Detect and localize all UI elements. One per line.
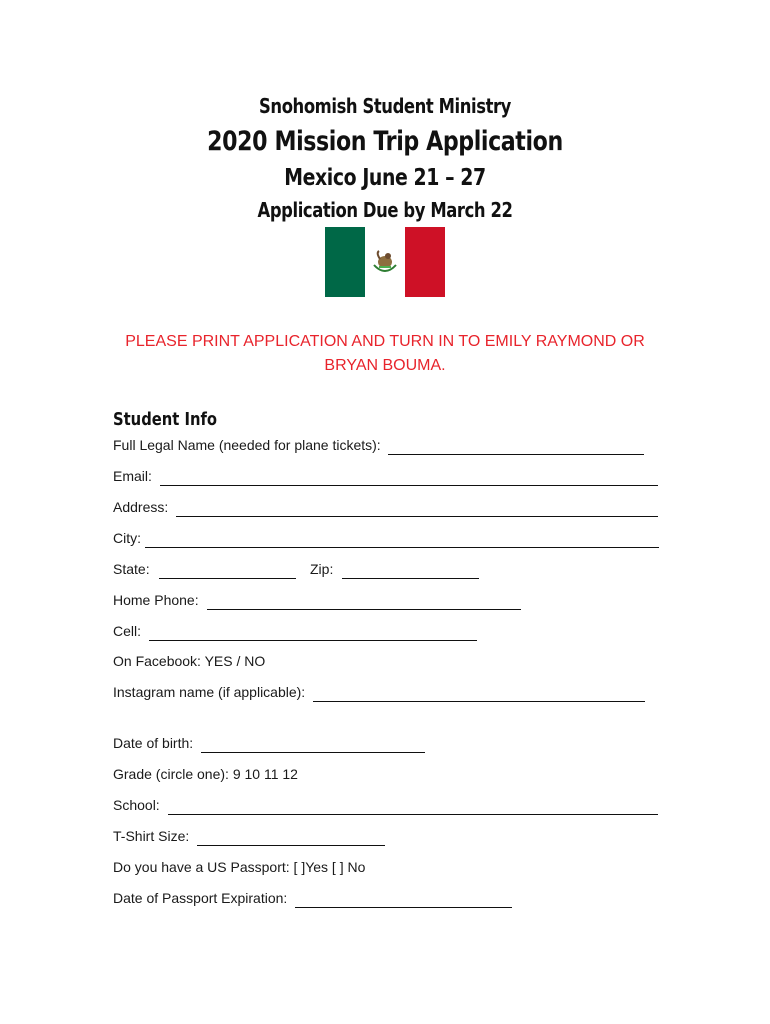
dob-field[interactable] xyxy=(113,733,425,753)
city-line[interactable] xyxy=(145,531,659,548)
facebook-label: On Facebook: YES / NO xyxy=(113,653,266,669)
state-line[interactable] xyxy=(159,562,296,579)
facebook-field[interactable] xyxy=(113,651,265,671)
dob-label: Date of birth: xyxy=(113,735,194,751)
passport-expiration-label: Date of Passport Expiration: xyxy=(113,890,288,906)
email-line[interactable] xyxy=(160,469,658,486)
school-field[interactable] xyxy=(113,795,658,815)
cell-label: Cell: xyxy=(113,623,142,639)
grade-label: Grade (circle one): 9 10 11 12 xyxy=(113,766,298,782)
print-notice: PLEASE PRINT APPLICATION AND TURN IN TO EMILY RAYMOND OR BRYAN BOUMA. xyxy=(125,333,645,374)
instagram-line[interactable] xyxy=(313,685,645,702)
passport-label: Do you have a US Passport: [ ]Yes [ ] No xyxy=(113,859,366,875)
school-line[interactable] xyxy=(168,798,658,815)
state-field[interactable] xyxy=(113,559,296,579)
passport-field[interactable] xyxy=(113,857,365,877)
tshirt-field[interactable] xyxy=(113,826,385,846)
state-label: State: xyxy=(113,561,150,577)
email-label: Email: xyxy=(113,468,152,484)
cell-line[interactable] xyxy=(149,624,477,641)
address-line[interactable] xyxy=(176,500,658,517)
cell-field[interactable] xyxy=(113,621,477,641)
zip-line[interactable] xyxy=(342,562,479,579)
grade-field[interactable] xyxy=(113,764,298,784)
passport-expiration-line[interactable] xyxy=(295,891,512,908)
zip-label: Zip: xyxy=(310,561,334,577)
mexico-flag-icon xyxy=(325,227,445,297)
trip-dates: Mexico June 21 – 27 xyxy=(284,165,486,191)
full-name-line[interactable] xyxy=(388,438,644,455)
home-phone-label: Home Phone: xyxy=(113,592,199,608)
home-phone-field[interactable] xyxy=(113,590,521,610)
due-date: Application Due by March 22 xyxy=(257,198,513,222)
dob-line[interactable] xyxy=(201,736,425,753)
email-field[interactable] xyxy=(113,466,658,486)
document-title: 2020 Mission Trip Application xyxy=(207,126,563,157)
city-field[interactable] xyxy=(113,528,659,548)
ministry-name: Snohomish Student Ministry xyxy=(259,94,511,118)
section-title-student-info: Student Info xyxy=(113,409,218,430)
tshirt-line[interactable] xyxy=(197,829,385,846)
address-field[interactable] xyxy=(113,497,658,517)
address-label: Address: xyxy=(113,499,169,515)
tshirt-label: T-Shirt Size: xyxy=(113,828,190,844)
school-label: School: xyxy=(113,797,160,813)
instagram-label: Instagram name (if applicable): xyxy=(113,684,306,700)
full-name-field[interactable] xyxy=(113,435,644,455)
home-phone-line[interactable] xyxy=(207,593,521,610)
instagram-field[interactable] xyxy=(113,682,645,702)
passport-expiration-field[interactable] xyxy=(113,888,512,908)
coat-of-arms-icon xyxy=(370,247,400,277)
full-name-label: Full Legal Name (needed for plane tickets): xyxy=(113,437,381,453)
city-label: City: xyxy=(113,530,141,546)
zip-field[interactable] xyxy=(310,559,479,579)
